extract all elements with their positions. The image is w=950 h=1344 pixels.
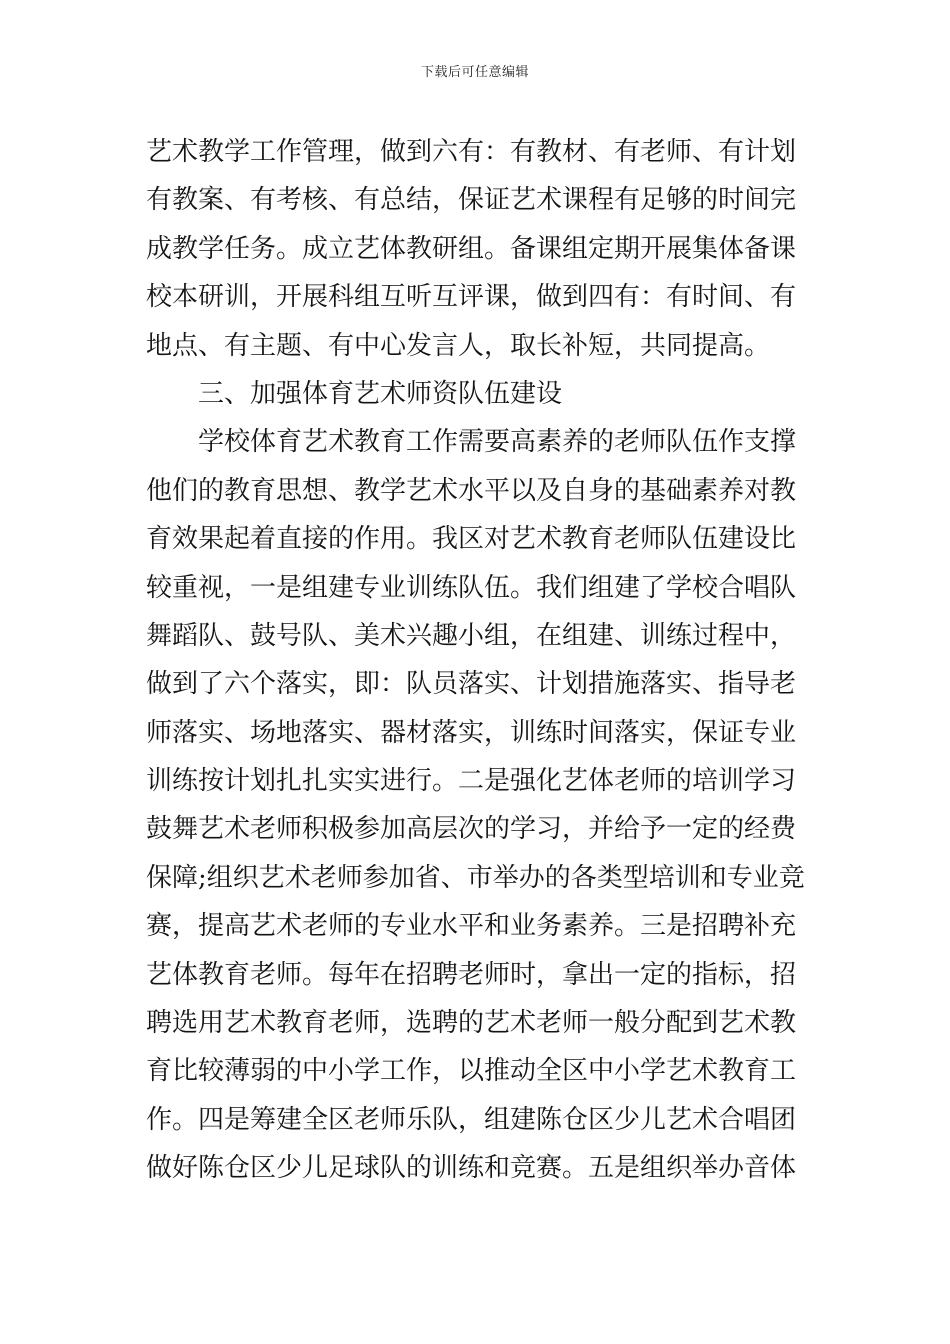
text-line: 地点、有主题、有中心发言人，取长补短，共同提高。	[146, 330, 771, 361]
text-line: 较重视，一是组建专业训练队伍。我们组建了学校合唱队	[146, 572, 797, 603]
text-line: 成教学任务。成立艺体教研组。备课组定期开展集体备课	[146, 233, 797, 264]
text-line: 艺体教育老师。每年在招聘老师时，拿出一定的指标，招	[146, 959, 797, 990]
text-line: 训练按计划扎扎实实进行。二是强化艺体老师的培训学习	[146, 766, 797, 797]
text-line: 育比较薄弱的中小学工作，以推动全区中小学艺术教育工	[146, 1056, 797, 1087]
text-line: 师落实、场地落实、器材落实，训练时间落实，保证专业	[146, 717, 797, 748]
text-line: 舞蹈队、鼓号队、美术兴趣小组，在组建、训练过程中，	[146, 620, 797, 651]
paragraph-start-line: 学校体育艺术教育工作需要高素养的老师队伍作支撑	[198, 427, 797, 458]
text-line: 育效果起着直接的作用。我区对艺术教育老师队伍建设比	[146, 524, 797, 555]
text-line: 聘选用艺术教育老师，选聘的艺术老师一般分配到艺术教	[146, 1008, 797, 1039]
text-line: 校本研训，开展科组互听互评课，做到四有：有时间、有	[146, 282, 797, 313]
text-line: 保障;组织艺术老师参加省、市举办的各类型培训和专业竞	[146, 862, 805, 893]
text-line: 鼓舞艺术老师积极参加高层次的学习，并给予一定的经费	[146, 814, 797, 845]
section-heading: 三、加强体育艺术师资队伍建设	[198, 378, 563, 409]
text-line: 作。四是筹建全区老师乐队，组建陈仓区少儿艺术合唱团	[146, 1104, 797, 1135]
text-line: 有教案、有考核、有总结，保证艺术课程有足够的时间完	[146, 185, 797, 216]
text-line: 做好陈仓区少儿足球队的训练和竞赛。五是组织举办音体	[146, 1153, 797, 1184]
text-line: 赛，提高艺术老师的专业水平和业务素养。三是招聘补充	[146, 911, 797, 942]
text-line: 做到了六个落实，即：队员落实、计划措施落实、指导老	[146, 669, 797, 700]
text-line: 艺术教学工作管理，做到六有：有教材、有老师、有计划	[146, 137, 797, 167]
page-header: 下载后可任意编辑	[420, 65, 529, 80]
body-text	[146, 128, 816, 1193]
text-line: 他们的教育思想、教学艺术水平以及自身的基础素养对教	[146, 475, 797, 506]
